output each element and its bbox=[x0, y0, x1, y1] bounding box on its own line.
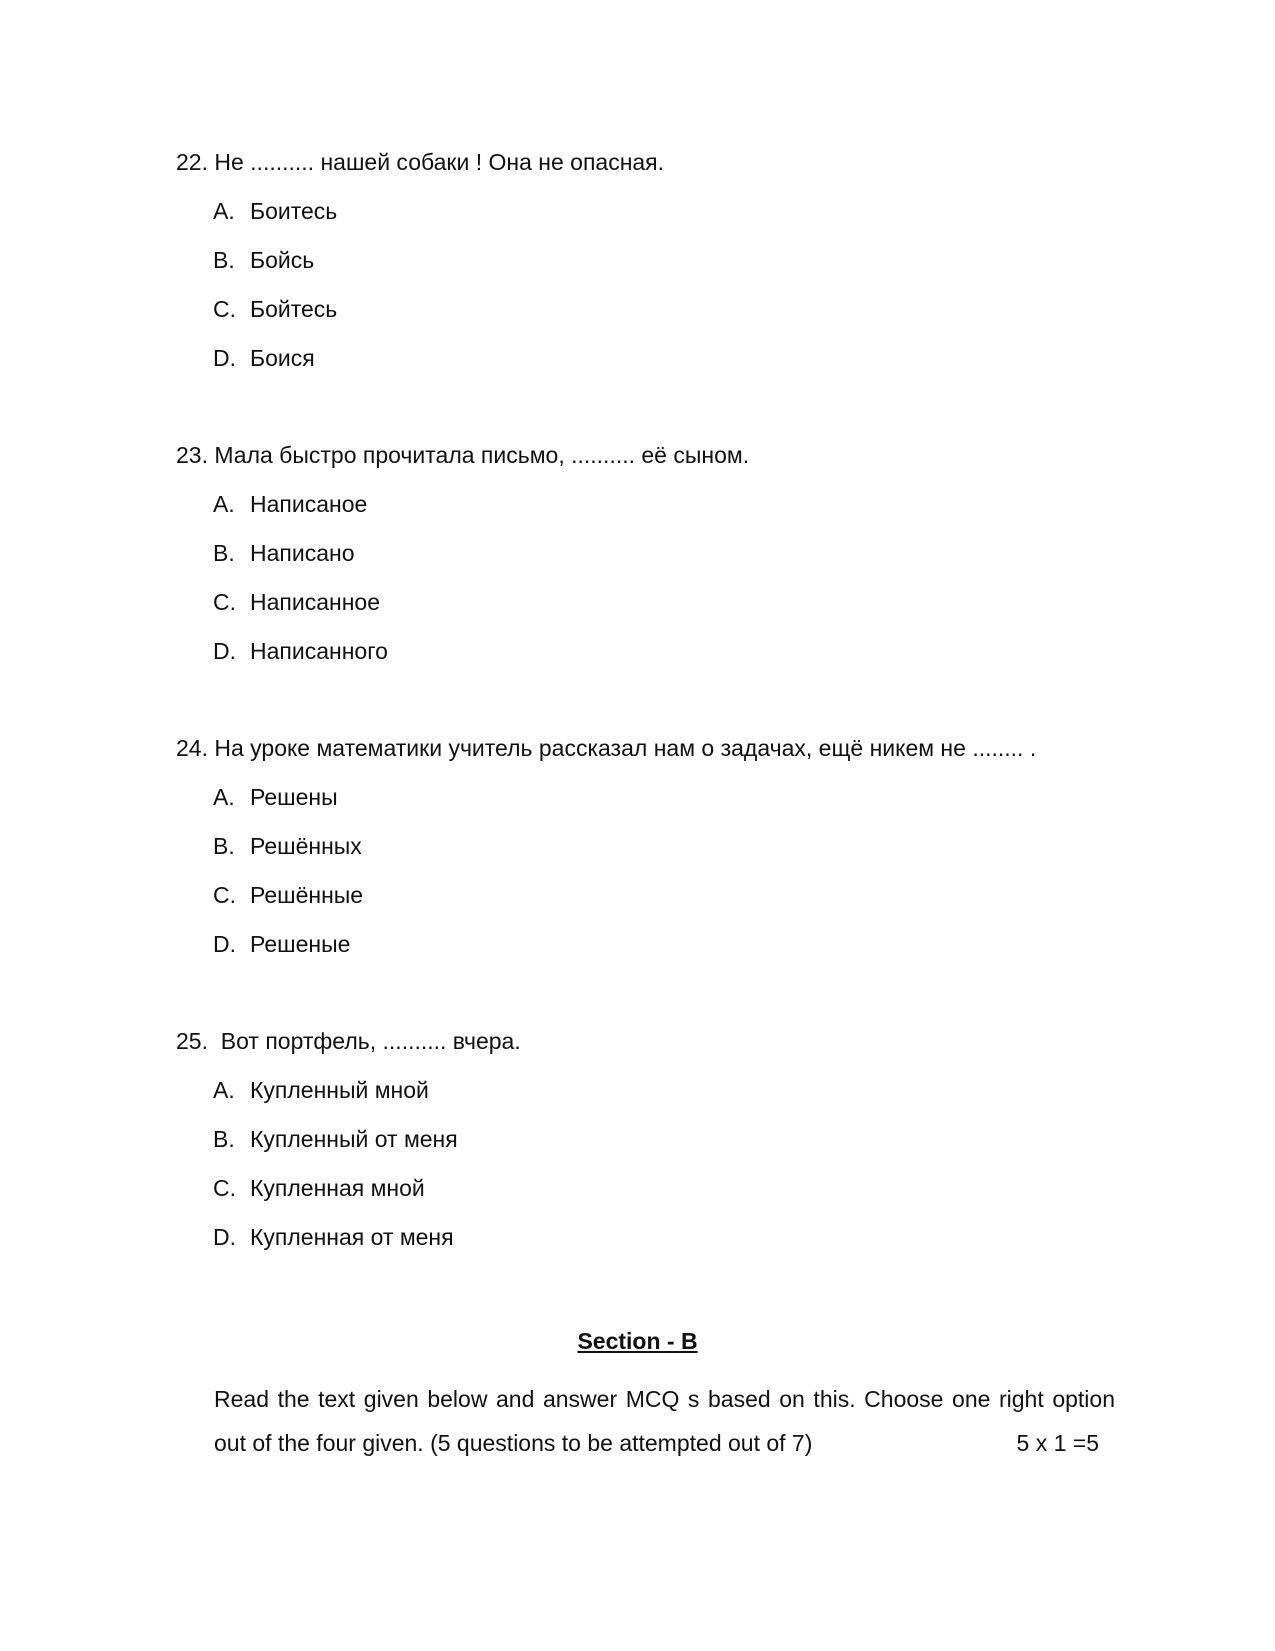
question-stem bbox=[176, 1027, 1136, 1055]
options-list bbox=[176, 490, 1136, 665]
option-letter: D. bbox=[213, 345, 236, 371]
question-number: 23. bbox=[176, 442, 208, 468]
option-letter: D. bbox=[213, 931, 236, 957]
option-c bbox=[213, 1174, 1136, 1202]
option-text: Купленный от меня bbox=[250, 1126, 458, 1152]
option-b bbox=[213, 832, 1136, 860]
option-letter: B. bbox=[213, 247, 235, 273]
option-a bbox=[213, 783, 1136, 811]
question-text: Не .......... нашей собаки ! Она не опасная. bbox=[214, 149, 665, 175]
option-b bbox=[213, 1125, 1136, 1153]
option-letter: A. bbox=[213, 198, 235, 224]
option-d bbox=[213, 344, 1136, 372]
question-number: 22. bbox=[176, 149, 208, 175]
question-number: 24. bbox=[176, 735, 208, 761]
option-text: Купленный мной bbox=[250, 1077, 429, 1103]
option-text: Бойтесь bbox=[250, 296, 338, 322]
question-text: Мала быстро прочитала письмо, .......... её сыном. bbox=[214, 442, 750, 468]
question-22 bbox=[176, 148, 1136, 372]
option-letter: B. bbox=[213, 540, 235, 566]
option-b bbox=[213, 539, 1136, 567]
options-list bbox=[176, 1076, 1136, 1251]
option-letter: C. bbox=[213, 589, 236, 615]
options-list bbox=[176, 783, 1136, 958]
question-stem bbox=[176, 441, 1136, 469]
option-text: Решённых bbox=[250, 833, 362, 859]
option-letter: B. bbox=[213, 1126, 235, 1152]
option-letter: C. bbox=[213, 1175, 236, 1201]
marks-allocation: 5 x 1 =5 bbox=[1016, 1430, 1099, 1456]
option-d bbox=[213, 1223, 1136, 1251]
question-24 bbox=[176, 734, 1136, 958]
option-text: Решённые bbox=[250, 882, 364, 908]
option-d bbox=[213, 930, 1136, 958]
question-23 bbox=[176, 441, 1136, 665]
option-letter: A. bbox=[213, 1077, 235, 1103]
option-a bbox=[213, 490, 1136, 518]
option-letter: A. bbox=[213, 491, 235, 517]
option-a bbox=[213, 197, 1136, 225]
option-letter: B. bbox=[213, 833, 235, 859]
option-letter: D. bbox=[213, 638, 236, 664]
option-text: Написанное bbox=[250, 589, 380, 615]
question-number: 25. bbox=[176, 1028, 208, 1054]
option-text: Написано bbox=[250, 540, 355, 566]
section-instructions: Read the text given below and answer MCQ s based on this. Choose one right option out of the four given. (5 questions to be attempted out of 7) bbox=[214, 1386, 1115, 1456]
option-b bbox=[213, 246, 1136, 274]
option-letter: C. bbox=[213, 882, 236, 908]
question-stem bbox=[176, 148, 1136, 176]
question-text: Вот портфель, .......... вчера. bbox=[214, 1028, 521, 1054]
option-letter: A. bbox=[213, 784, 235, 810]
option-text: Решеные bbox=[250, 931, 351, 957]
option-text: Купленная от меня bbox=[250, 1224, 454, 1250]
question-25 bbox=[176, 1027, 1136, 1251]
option-text: Написанного bbox=[250, 638, 388, 664]
option-text: Бойсь bbox=[250, 247, 315, 273]
option-c bbox=[213, 588, 1136, 616]
question-stem bbox=[176, 734, 1136, 762]
option-c bbox=[213, 881, 1136, 909]
option-c bbox=[213, 295, 1136, 323]
option-text: Боися bbox=[250, 345, 315, 371]
options-list bbox=[176, 197, 1136, 372]
option-text: Купленная мной bbox=[250, 1175, 425, 1201]
question-text: На уроке математики учитель рассказал нам о задачах, ещё никем не ........ . bbox=[214, 735, 1037, 761]
option-a bbox=[213, 1076, 1136, 1104]
option-letter: C. bbox=[213, 296, 236, 322]
option-d bbox=[213, 637, 1136, 665]
option-text: Решены bbox=[250, 784, 338, 810]
option-text: Написаное bbox=[250, 491, 368, 517]
option-letter: D. bbox=[213, 1224, 236, 1250]
option-text: Боитесь bbox=[250, 198, 338, 224]
section-title: Section - B bbox=[577, 1328, 698, 1354]
